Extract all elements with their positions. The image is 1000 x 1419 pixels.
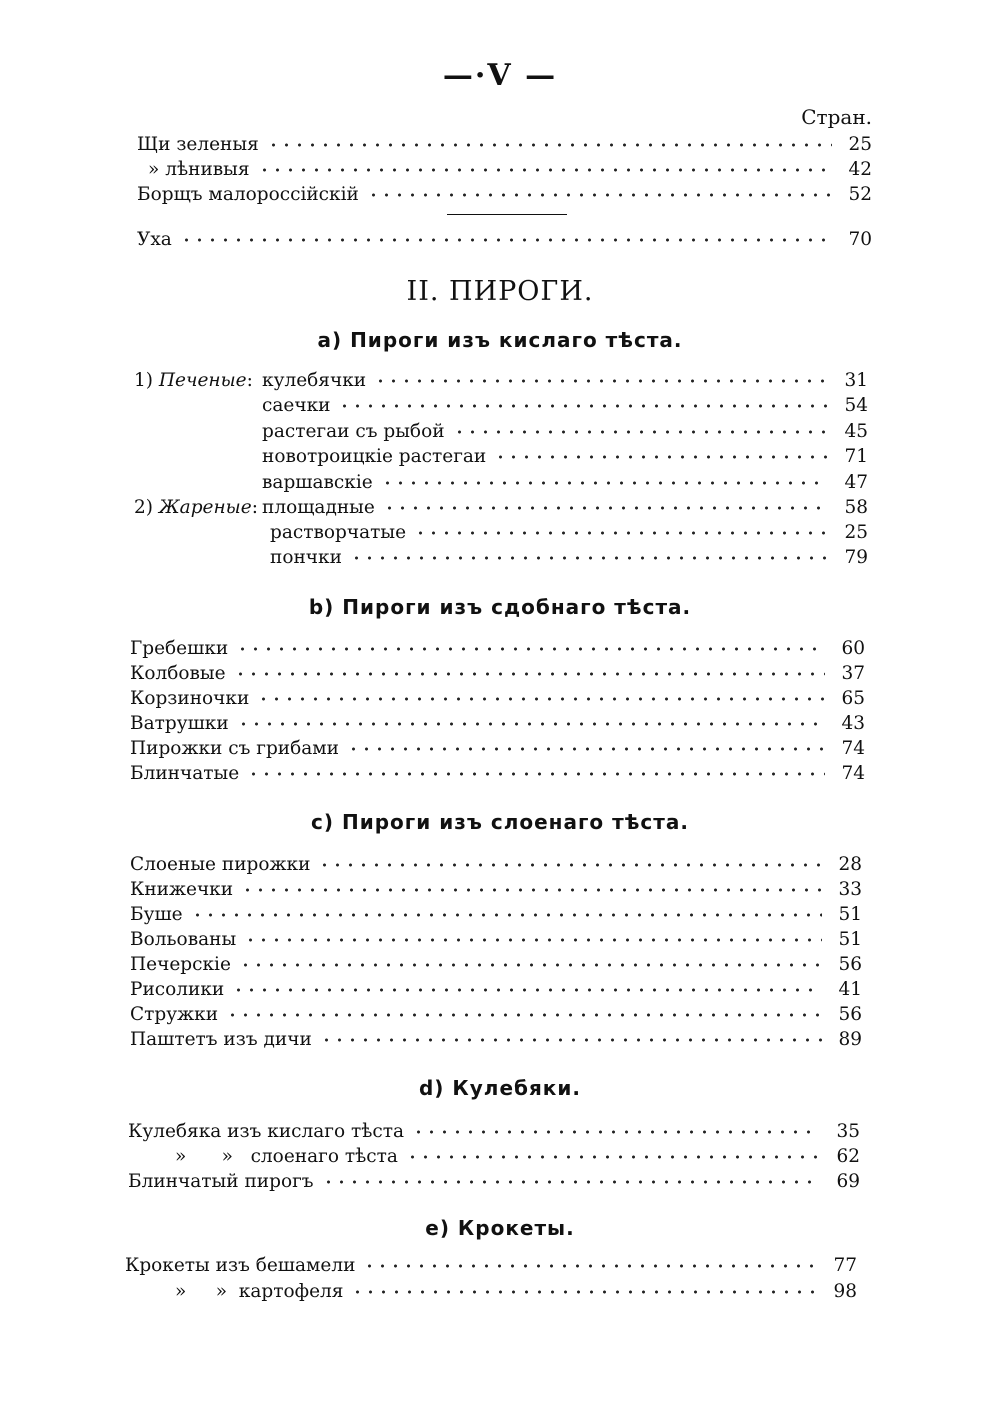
toc-entry <box>130 686 865 712</box>
page-column-header: Стран. <box>801 105 872 129</box>
dot-leader <box>180 231 832 249</box>
entry-label: кулебячки <box>262 370 367 391</box>
dot-leader <box>338 397 828 415</box>
entry-page: 56 <box>838 954 862 975</box>
section-title: II. ПИРОГИ. <box>406 276 594 307</box>
entry-label: Гребешки <box>130 638 229 659</box>
page-folio: —·V — <box>442 58 558 93</box>
entry-label: Блинчатые <box>130 763 240 784</box>
entry-label: Колбовые <box>130 663 226 684</box>
divider-rule <box>447 214 567 215</box>
toc-entry <box>148 157 872 183</box>
entry-label: Уха <box>137 229 172 250</box>
dot-leader <box>257 690 825 708</box>
toc-entry <box>270 545 868 571</box>
dot-leader <box>406 1148 820 1166</box>
toc-entry <box>137 132 872 158</box>
entry-label: Стружки <box>130 1004 219 1025</box>
toc-entry <box>262 419 868 445</box>
toc-entry <box>130 902 862 928</box>
entry-page: 25 <box>848 134 872 155</box>
entry-label: пончки <box>270 547 342 568</box>
entry-page: 51 <box>838 929 862 950</box>
entry-page: 74 <box>841 738 865 759</box>
entry-page: 31 <box>844 370 868 391</box>
subsection-title-b: b) Пироги изъ сдобнаго тѣста. <box>308 595 692 619</box>
entry-label: варшавскіе <box>262 472 373 493</box>
toc-entry <box>130 736 865 762</box>
toc-entry <box>130 1002 862 1028</box>
entry-label: » » картофеля <box>175 1281 344 1302</box>
dot-leader <box>234 665 825 683</box>
dot-leader <box>267 136 832 154</box>
entry-label: Пирожки съ грибами <box>130 738 340 759</box>
toc-entry <box>125 1253 857 1279</box>
toc-entry <box>128 1169 860 1195</box>
entry-label: Ватрушки <box>130 713 229 734</box>
entry-page: 28 <box>838 854 862 875</box>
entry-page: 52 <box>848 184 872 205</box>
subsection-title-a: а) Пироги изъ кислаго тѣста. <box>317 328 683 352</box>
dot-leader <box>236 640 825 658</box>
entry-label: площадные <box>262 497 375 518</box>
dot-leader <box>351 1283 817 1301</box>
toc-entry <box>130 761 865 787</box>
entry-page: 56 <box>838 1004 862 1025</box>
category-label-baked: Печеные <box>158 370 247 391</box>
dot-leader <box>191 906 822 924</box>
toc-entry <box>134 368 868 394</box>
entry-label: Рисолики <box>130 979 225 1000</box>
entry-label: Крокеты изъ бешамели <box>125 1255 356 1276</box>
entry-page: 25 <box>844 522 868 543</box>
entry-label: растегаи съ рыбой <box>262 421 445 442</box>
toc-entry <box>262 393 868 419</box>
toc-entry <box>134 495 868 521</box>
entry-label: растворчатые <box>270 522 407 543</box>
toc-entry <box>130 711 865 737</box>
toc-entry <box>270 520 868 546</box>
entry-page: 42 <box>848 159 872 180</box>
subsection-title-e: е) Крокеты. <box>425 1216 575 1240</box>
entry-label: Блинчатый пирогъ <box>128 1171 314 1192</box>
subsection-title-c: с) Пироги изъ слоенаго тѣста. <box>311 810 689 834</box>
dot-leader <box>494 448 828 466</box>
dot-leader <box>350 549 828 567</box>
entry-label: новотроицкіе растегаи <box>262 446 487 467</box>
toc-entry <box>130 661 865 687</box>
dot-leader <box>453 423 828 441</box>
dot-leader <box>383 499 828 517</box>
entry-page: 35 <box>836 1121 860 1142</box>
entry-page: 65 <box>841 688 865 709</box>
entry-page: 33 <box>838 879 862 900</box>
entry-page: 37 <box>841 663 865 684</box>
entry-label: Корзиночки <box>130 688 250 709</box>
toc-entry <box>130 1027 862 1053</box>
dot-leader <box>239 956 822 974</box>
entry-page: 71 <box>844 446 868 467</box>
entry-label: саечки <box>262 395 331 416</box>
dot-leader <box>258 161 832 179</box>
entry-page: 69 <box>836 1171 860 1192</box>
entry-page: 43 <box>841 713 865 734</box>
dot-leader <box>381 474 828 492</box>
dot-leader <box>244 931 822 949</box>
toc-entry <box>130 927 862 953</box>
toc-entry <box>262 444 868 470</box>
dot-leader <box>347 740 825 758</box>
dot-leader <box>374 372 828 390</box>
toc-entry <box>128 1119 860 1145</box>
entry-label: Печерскіе <box>130 954 231 975</box>
dot-leader <box>247 765 825 783</box>
entry-label: Слоеные пирожки <box>130 854 311 875</box>
toc-entry <box>137 227 872 253</box>
entry-label: Борщъ малороссійскій <box>137 184 359 205</box>
dot-leader <box>241 881 822 899</box>
entry-label: » » слоенаго тѣста <box>175 1146 398 1167</box>
toc-entry <box>175 1144 860 1170</box>
category-label-fried: Жареные <box>158 497 252 518</box>
entry-page: 62 <box>836 1146 860 1167</box>
entry-page: 47 <box>844 472 868 493</box>
entry-page: 79 <box>844 547 868 568</box>
toc-entry <box>130 977 862 1003</box>
entry-page: 89 <box>838 1029 862 1050</box>
category-prefix: 1) Печеные: <box>134 370 253 391</box>
dot-leader <box>363 1257 817 1275</box>
entry-label: Кулебяка изъ кислаго тѣста <box>128 1121 405 1142</box>
toc-entry <box>130 952 862 978</box>
entry-label: Щи зеленыя <box>137 134 259 155</box>
entry-page: 54 <box>844 395 868 416</box>
entry-page: 41 <box>838 979 862 1000</box>
entry-page: 98 <box>833 1281 857 1302</box>
dot-leader <box>414 524 828 542</box>
toc-entry <box>130 877 862 903</box>
entry-page: 74 <box>841 763 865 784</box>
toc-entry <box>175 1279 857 1305</box>
dot-leader <box>412 1123 820 1141</box>
entry-page: 58 <box>844 497 868 518</box>
entry-page: 77 <box>833 1255 857 1276</box>
entry-label: Книжечки <box>130 879 234 900</box>
entry-label: » лѣнивыя <box>148 159 250 180</box>
dot-leader <box>320 1031 822 1049</box>
entry-page: 70 <box>848 229 872 250</box>
entry-label: Паштетъ изъ дичи <box>130 1029 312 1050</box>
dot-leader <box>367 186 832 204</box>
toc-entry <box>130 852 862 878</box>
dot-leader <box>318 856 822 874</box>
toc-entry <box>130 636 865 662</box>
entry-label: Буше <box>130 904 183 925</box>
dot-leader <box>322 1173 820 1191</box>
entry-page: 45 <box>844 421 868 442</box>
dot-leader <box>232 981 822 999</box>
subsection-title-d: d) Кулебяки. <box>418 1076 581 1100</box>
entry-page: 51 <box>838 904 862 925</box>
entry-page: 60 <box>841 638 865 659</box>
category-prefix: 2) Жареные: <box>134 497 258 518</box>
dot-leader <box>237 715 825 733</box>
entry-label: Вольованы <box>130 929 237 950</box>
toc-entry <box>262 470 868 496</box>
dot-leader <box>226 1006 822 1024</box>
toc-entry <box>137 182 872 208</box>
